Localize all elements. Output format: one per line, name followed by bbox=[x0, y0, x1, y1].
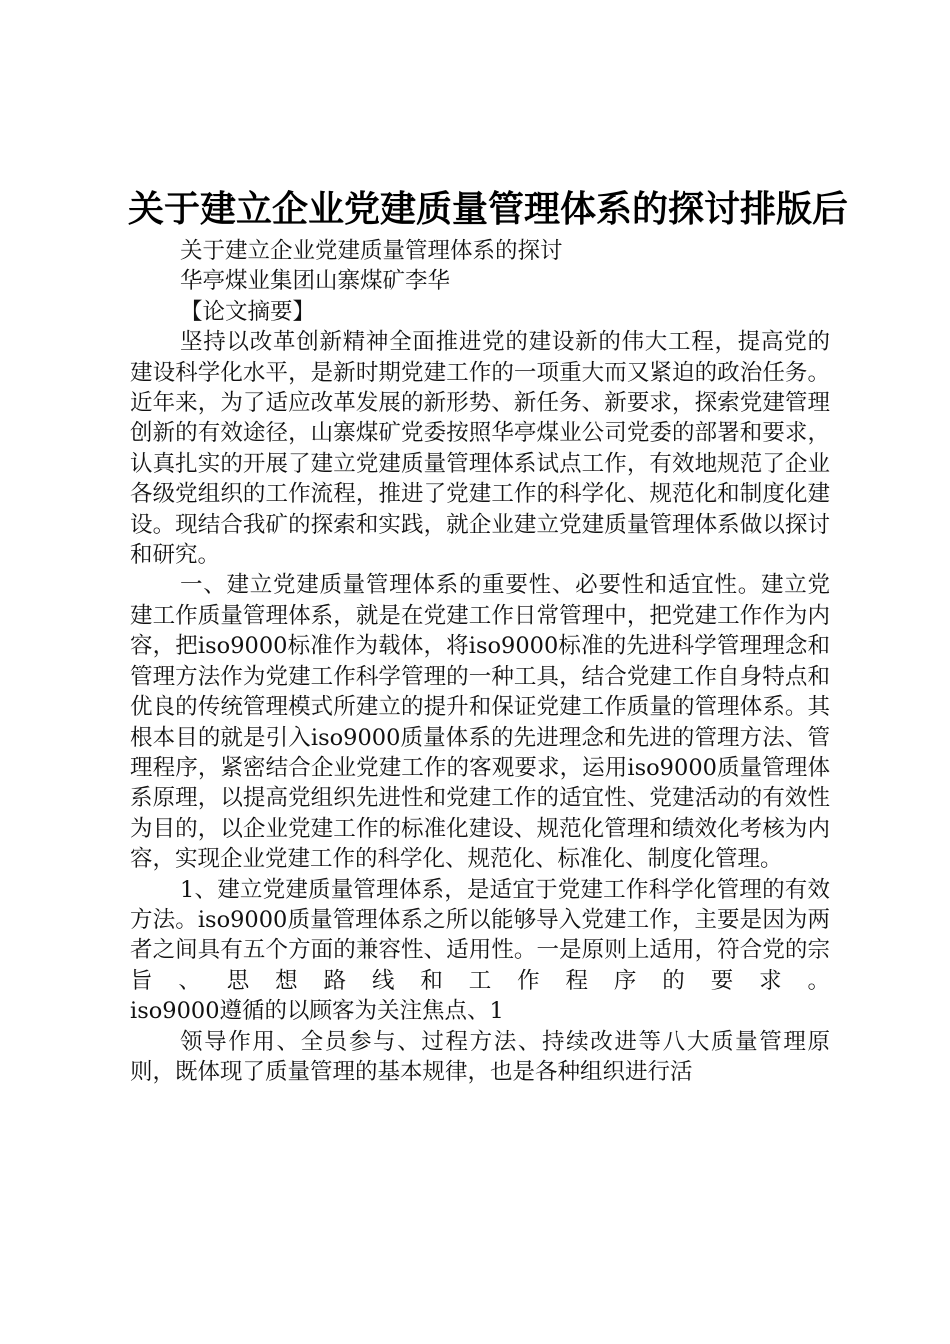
paragraph-principles: 领导作用、全员参与、过程方法、持续改进等八大质量管理原则，既体现了质量管理的基本规律，也是各种组织进行活 bbox=[130, 1028, 830, 1085]
abstract-heading: 【论文摘要】 bbox=[180, 298, 316, 325]
document-subtitle: 关于建立企业党建质量管理体系的探讨 bbox=[180, 238, 563, 264]
paragraph-abstract: 坚持以改革创新精神全面推进党的建设新的伟大工程，提高党的建设科学化水平，是新时期党建工作的一项重大而又紧迫的政治任务。近年来，为了适应改革发展的新形势、新任务、新要求，探索党建管理创新的有效途径，山寨煤矿党委按照华亭煤业公司党委的部署和要求，认真扎实的开展了建立党建质量管理体系试点工作，有效地规范了企业各级党组织的工作流程，推进了党建工作的科学化、规范化和制度化建设。现结合我矿的探索和实践，就企业建立党建质量管理体系做以探讨和研究。 bbox=[130, 329, 830, 569]
paragraph-point-one: 1、建立党建质量管理体系，是适宜于党建工作科学化管理的有效方法。iso9000质量管理体系之所以能够导入党建工作，主要是因为两者之间具有五个方面的兼容性、适用性。一是原则上适用，符合党的宗旨、思想路线和工作程序的要求。 bbox=[130, 876, 830, 994]
author-line: 华亭煤业集团山寨煤矿李华 bbox=[180, 268, 451, 295]
paragraph-section-one: 一、建立党建质量管理体系的重要性、必要性和适宜性。建立党建工作质量管理体系，就是在党建工作日常管理中，把党建工作作为内容，把iso9000标准作为载体，将iso9000标准的先进科学管理理念和管理方法作为党建工作科学管理的一种工具，结合党建工作自身特点和优良的传统管理模式所建立的提升和保证党建工作质量的管理体系。其根本目的就是引入iso9000质量体系的先进理念和先进的管理方法、管理程序，紧密结合企业党建工作的客观要求，运用iso9000质量管理体系原理，以提高党组织先进性和党建工作的适宜性、党建活动的有效性为目的，以企业党建工作的标准化建设、规范化管理和绩效化考核为内容，实现企业党建工作的科学化、规范化、标准化、制度化管理。 bbox=[130, 572, 830, 873]
document-title: 关于建立企业党建质量管理体系的探讨排版后 bbox=[128, 189, 849, 230]
document-body bbox=[130, 236, 830, 1087]
paragraph-point-one-continued: iso9000遵循的以顾客为关注焦点、1 bbox=[130, 998, 504, 1025]
